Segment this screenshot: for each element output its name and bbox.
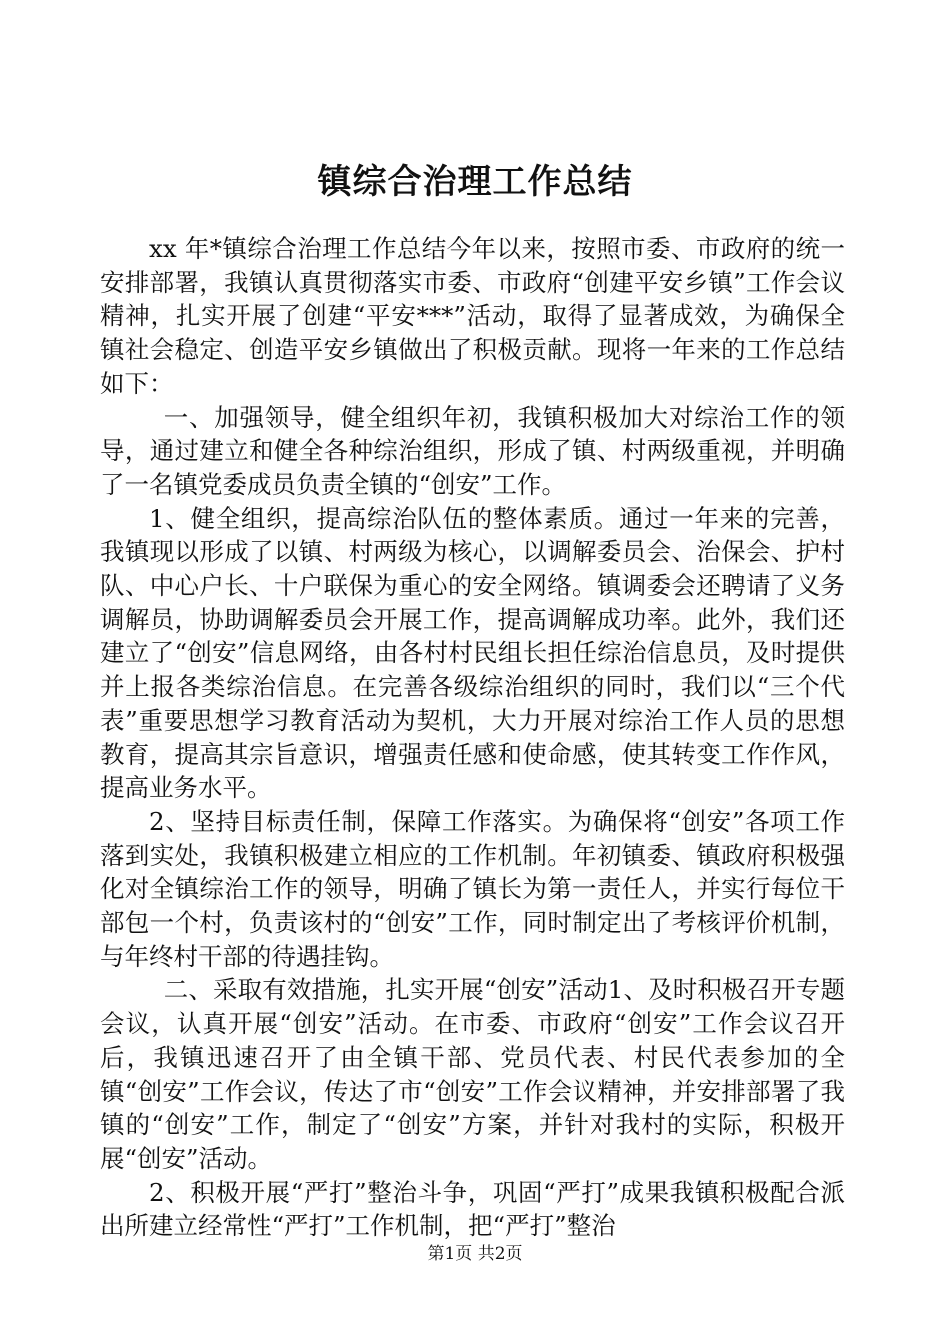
paragraph-section-2: 二、采取有效措施，扎实开展“创安”活动1、及时积极召开专题会议，认真开展“创安”活动。在市委、市政府“创安”工作会议召开后，我镇迅速召开了由全镇干部、党员代表、村民代表参加的全镇“创安”工作会议，传达了市“创安”工作会议精神，并安排部署了我镇的“创安”工作，制定了“创安”方案，并针对我村的实际，积极开展“创安”活动。 xyxy=(100,975,845,1173)
paragraph-section-1: 一、加强领导，健全组织年初，我镇积极加大对综治工作的领导，通过建立和健全各种综治组织，形成了镇、村两级重视，并明确了一名镇党委成员负责全镇的“创安”工作。 xyxy=(100,402,845,499)
paragraph-item-2-strike-hard: 2、积极开展“严打”整治斗争，巩固“严打”成果我镇积极配合派出所建立经常性“严打”工作机制，把“严打”整治 xyxy=(100,1177,845,1241)
paragraph-item-1: 1、健全组织，提高综治队伍的整体素质。通过一年来的完善，我镇现以形成了以镇、村两级为核心，以调解委员会、治保会、护村队、中心户长、十户联保为重心的安全网络。镇调委会还聘请了义务调解员，协助调解委员会开展工作，提高调解成功率。此外，我们还建立了“创安”信息网络，由各村村民组长担任综治信息员，及时提供并上报各类综治信息。在完善各级综治组织的同时，我们以“三个代表”重要思想学习教育活动为契机，大力开展对综治工作人员的思想教育，提高其宗旨意识，增强责任感和使命感，使其转变工作作风，提高业务水平。 xyxy=(100,503,845,803)
paragraph-intro: xx 年*镇综合治理工作总结今年以来，按照市委、市政府的统一安排部署，我镇认真贯彻落实市委、市政府“创建平安乡镇”工作会议精神，扎实开展了创建“平安***”活动，取得了显著成效，为确保全镇社会稳定、创造平安乡镇做出了积极贡献。现将一年来的工作总结如下： xyxy=(100,234,845,398)
document-title: 镇综合治理工作总结 xyxy=(317,162,633,202)
document-body xyxy=(100,232,845,1243)
paragraph-item-2: 2、坚持目标责任制，保障工作落实。为确保将“创安”各项工作落到实处，我镇积极建立相应的工作机制。年初镇委、镇政府积极强化对全镇综治工作的领导，明确了镇长为第一责任人，并实行每位干部包一个村，负责该村的“创安”工作，同时制定出了考核评价机制，与年终村干部的待遇挂钩。 xyxy=(100,806,845,971)
page-number-footer: 第1页 共2页 xyxy=(427,1244,523,1264)
